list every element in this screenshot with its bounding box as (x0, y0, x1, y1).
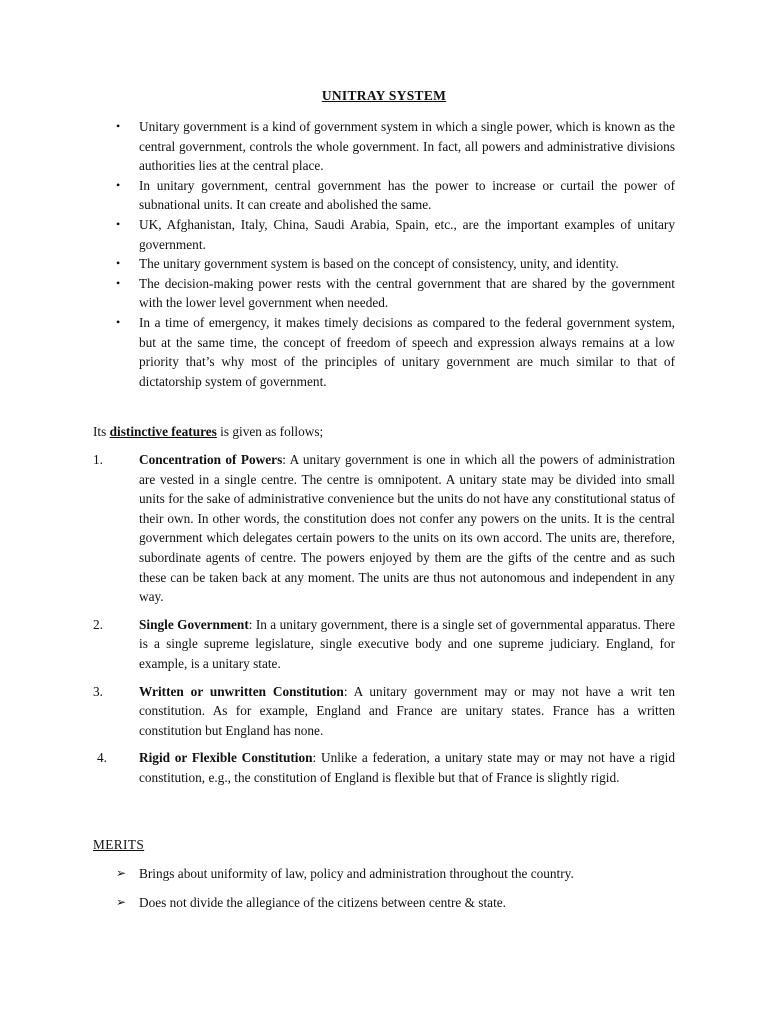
intro-prefix: Its (93, 424, 110, 439)
page-title: UNITRAY SYSTEM (321, 88, 447, 103)
arrow-bullet-icon: ➢ (116, 894, 127, 909)
list-item (116, 176, 675, 215)
features-list (93, 450, 675, 796)
list-item (116, 254, 675, 274)
bullet-text: In a time of emergency, it makes timely decisions as compared to the federal government system, but at the same time, the concept of freedom of speech and expression always remains at a low priority that’s why most of the principles of unitary government are much similar to that of dictatorship system of government. (139, 314, 675, 389)
bullet-text: Unitary government is a kind of government system in which a single power, which is known as the central government, controls the whole government. In fact, all powers and administrative divisions authorities lies at the central place. (139, 119, 675, 174)
arrow-bullet-icon: ➢ (116, 866, 127, 880)
feature-heading: Single Government (139, 616, 249, 632)
bullet-icon: • (116, 256, 121, 271)
feature-item (93, 615, 675, 674)
bullet-icon: • (116, 119, 121, 133)
feature-number: 2. (93, 616, 103, 632)
feature-heading: Rigid or Flexible Constitution (139, 750, 313, 766)
feature-heading: Written or unwritten Constitution (139, 683, 344, 699)
bullet-icon: • (116, 314, 121, 329)
bullet-text: The unitary government system is based on the concept of consistency, unity, and identity. (139, 256, 619, 272)
intro-emphasis: distinctive features (109, 424, 217, 439)
intro-suffix: is given as follows; (216, 424, 324, 439)
bullet-text: UK, Afghanistan, Italy, China, Saudi Arabia, Spain, etc., are the important examples of unitary government. (139, 216, 675, 252)
feature-text: : A unitary government is one in which all the powers of administration are vested in a single centre. The centre is omnipotent. A unitary state may be divided into small units for the sake of administrative convenience but the units do not have any constitutional status of their own. In other words, the constitution does not confer any powers on the units. It is the central government which delegates certain powers to the units on its own accord. The units are, therefore, subordinate agents of centre. The powers enjoyed by them are the gifts of the centre and as such these can be taken back at any moment. The units are thus not autonomous and independent in any way. (139, 452, 675, 605)
feature-number: 3. (93, 683, 103, 699)
list-item (116, 274, 675, 313)
feature-text: : In a unitary government, there is a single set of governmental apparatus. There is a single supreme legislature, single executive body and one supreme judiciary. England, for example, is a unitary state. (139, 616, 676, 671)
merit-item (116, 893, 675, 913)
merit-text: Brings about uniformity of law, policy and administration throughout the country. (139, 866, 574, 881)
list-item (116, 117, 675, 176)
bullet-icon: • (116, 216, 121, 231)
feature-text: : A unitary government may or may not have a writ ten constitution. As for example, England and France are unitary states. France has a written constitution but England has none. (139, 683, 675, 738)
feature-heading: Concentration of Powers (139, 452, 283, 467)
feature-item (93, 682, 675, 741)
feature-number: 1. (93, 452, 103, 467)
bullet-text: The decision-making power rests with the central government that are shared by the government with the lower level government when needed. (139, 275, 675, 311)
features-intro (93, 422, 323, 442)
merits-heading: MERITS (93, 837, 145, 852)
feature-text: : Unlike a federation, a unitary state may or may not have a rigid constitution, e.g., the constitution of England is flexible but that of France is slightly rigid. (139, 750, 676, 785)
bullet-text: In unitary government, central government has the power to increase or curtail the power of subnational units. It can create and abolished the same. (139, 177, 675, 213)
bullet-list (116, 117, 675, 391)
list-item (116, 313, 675, 391)
feature-number: 4. (97, 750, 107, 766)
list-item (116, 215, 675, 254)
merit-item (116, 864, 675, 884)
merit-text: Does not divide the allegiance of the citizens between centre & state. (139, 894, 506, 910)
feature-item (93, 748, 675, 787)
feature-item (93, 450, 675, 607)
bullet-icon: • (116, 275, 121, 290)
merits-list (116, 864, 675, 921)
bullet-icon: • (116, 177, 121, 192)
